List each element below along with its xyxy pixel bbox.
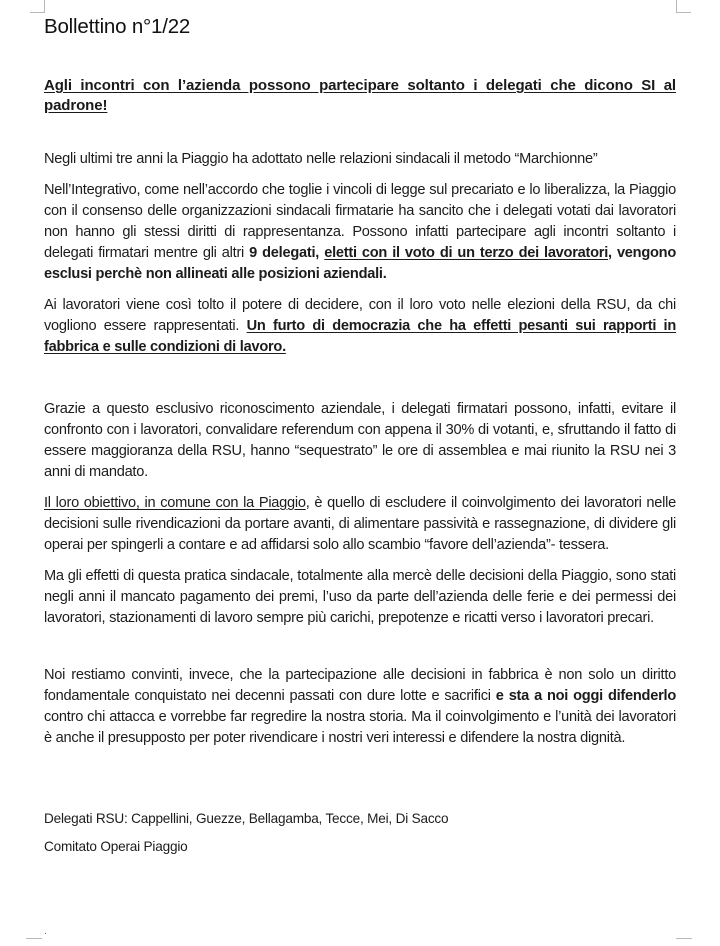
paragraph-effetti: Ma gli effetti di questa pratica sindacale, totalmente alla mercè delle decisioni della Piaggio, sono stati negli anni il mancato pagamento dei premi, l’uso da parte dell’azienda delle ferie e dei permessi dei lavoratori, stazionamenti di lavoro sempre più carichi, prepotenze e ricatti verso i lavoratori precari. [44,568,676,626]
paragraph-riconoscimento: Grazie a questo esclusivo riconoscimento aziendale, i delegati firmatari possono, infatti, evitare il confronto con i lavoratori, convalidare referendum con appena il 30% di votanti, e, sfruttando il fatto di essere maggioranza della RSU, hanno “sequestrato” le ore di assemblea e mai riunito la RSU nei 3 anni di mandato. [44,401,676,480]
trailing-mark: . [44,926,47,937]
paragraph-marchionne: Negli ultimi tre anni la Piaggio ha adottato nelle relazioni sindacali il metodo “Marchionne” [44,151,598,167]
bold-text: 9 delegati, [249,245,325,261]
underlined-text: Un furto di democrazia che ha effetti pesanti sui rapporti in fabbrica e sulle condizioni di lavoro. [44,318,676,355]
crop-mark-top-right [676,0,691,13]
paragraph-text: Nell’Integrativo, come nell’accordo che toglie i vincoli di legge sul precariato e lo liberalizza, la Piaggio con il consenso delle organizzazioni sindacali firmatarie ha sancito che i delegati votati dai lavoratori non hanno gli stessi diritti di rappresentanza. Possono infatti partecipare agli incontri soltanto i delegati firmatari mentre gli altri [44,182,676,261]
bold-text: , vengono esclusi perchè non allineati alle posizioni aziendali. [44,245,677,282]
signature-committee: Comitato Operai Piaggio [44,839,188,854]
underlined-text: Il loro obiettivo, in comune con la Piaggio [44,495,306,511]
crop-mark-top-left [30,0,45,13]
headline: Agli incontri con l’azienda possono partecipare soltanto i delegati che dicono SI al padrone! [44,77,676,114]
signature-delegates: Delegati RSU: Cappellini, Guezze, Bellagamba, Tecce, Mei, Di Sacco [44,811,449,826]
paragraph-furto-democrazia [44,295,676,358]
paragraph-conclusione [44,665,676,749]
paragraph-text: , è quello di escludere il coinvolgimento dei lavoratori nelle decisioni sulle rivendicazioni da portare avanti, di alimentare passività e rassegnazione, di dividere gli operai per spingerli a contare e ad affidarsi solo allo scambio “favore dell’azienda”- tessera. [44,495,676,553]
paragraph-integrativo [44,180,676,285]
document-title: Bollettino n°1/22 [44,15,191,38]
document-body [44,12,676,857]
bold-text: e sta a noi oggi difenderlo [495,688,676,704]
paragraph-text: Ai lavoratori viene così tolto il potere di decidere, con il loro voto nelle elezioni della RSU, da chi vogliono essere rappresentati. [44,297,676,334]
paragraph-text: Noi restiamo convinti, invece, che la partecipazione alle decisioni in fabbrica è non solo un diritto fondamentale conquistato nei decenni passati con dure lotte e sacrifici [44,667,676,704]
paragraph-text: contro chi attacca e vorrebbe far regredire la nostra storia. Ma il coinvolgimento e l’unità dei lavoratori è anche il presupposto per poter rivendicare i nostri veri interessi e difendere la nostra dignità. [44,709,676,746]
paragraph-obiettivo [44,493,676,556]
bold-underlined-text: eletti con il voto di un terzo dei lavoratori [324,245,609,261]
